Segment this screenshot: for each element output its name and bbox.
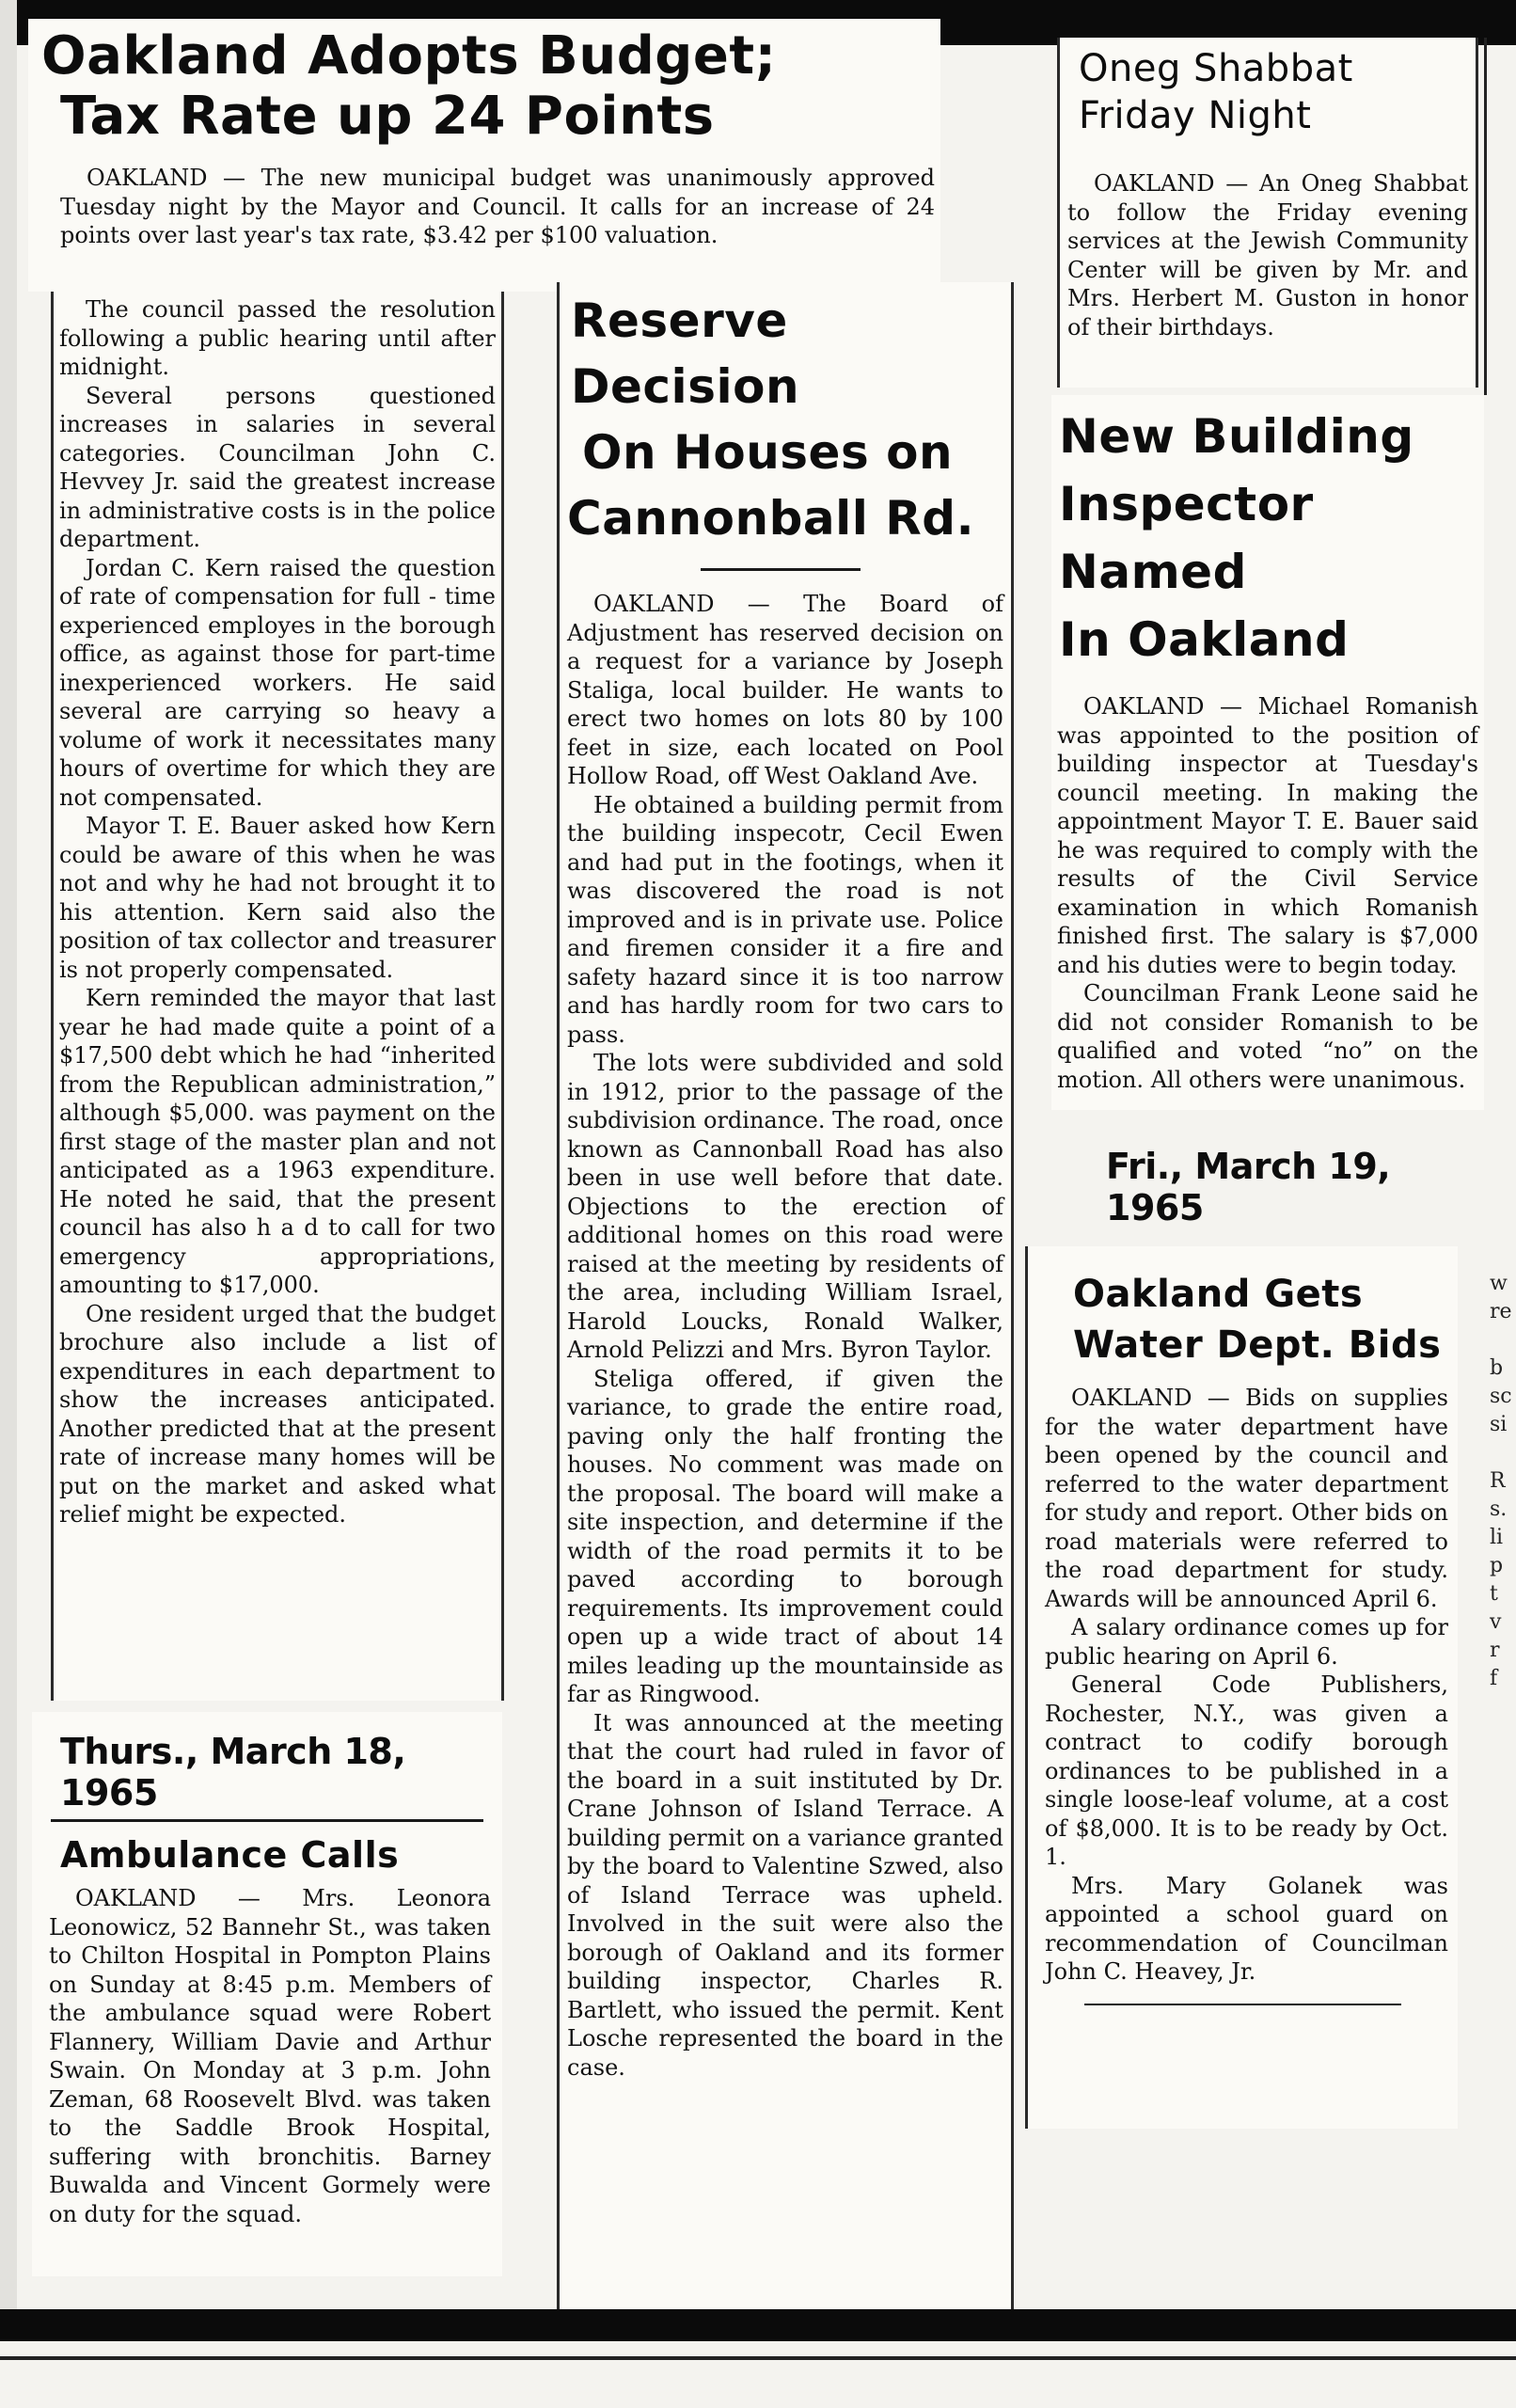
- headline: In Oakland: [1059, 612, 1350, 667]
- body-paragraph: Councilman Frank Leone said he did not consider Romanish to be qualified and voted “no” on the motion. All others were unanimous.: [1057, 980, 1478, 1093]
- body-paragraph: Several persons questioned increases in salaries in several categories. Councilman John C. Hevvey Jr. said the greatest increase in administrative costs is in the police department.: [59, 382, 496, 552]
- headline-rule: [701, 568, 861, 571]
- headline: Cannonball Rd.: [567, 491, 975, 546]
- body-paragraph: One resident urged that the budget brochure also include a list of expenditures in each department to show the increases anticipated. Another predicted that at the present rate of increase many homes will be put on the market and asked what relief might be expected.: [59, 1300, 496, 1528]
- headline: On Houses on: [582, 425, 954, 480]
- headline: Inspector Named: [1059, 477, 1314, 599]
- headline: Tax Rate up 24 Points: [60, 86, 715, 147]
- article-ambulance: [32, 1712, 502, 2276]
- dateline-fri: [1072, 1140, 1486, 1225]
- body-paragraph: Mayor T. E. Bauer asked how Kern could be aware of this when he was not and why he had not brought it to his attention. Kern said also the position of tax collector and treasurer is not properly compensated.: [59, 813, 496, 983]
- body-paragraph: Kern reminded the mayor that last year he had made quite a point of a $17,500 debt which he had “inherited from the Republican administration,” although $5,000. was payment on the first stage of the master plan and not anticipated as a 1963 expenditure. He noted he said, that the present council has also h a d to call for two emergency appropriations, amounting to $17,000.: [59, 985, 496, 1298]
- article-water-bids: [1025, 1246, 1458, 2129]
- article-cannonball: [557, 282, 1014, 2338]
- date-label: Fri., March 19, 1965: [1106, 1146, 1391, 1225]
- body-paragraph: OAKLAND — An Oneg Shabbat to follow the Friday evening services at the Jewish Community Center will be given by Mr. and Mrs. Herbert M. Guston in honor of their birthdays.: [1067, 170, 1468, 341]
- scan-bottom-line: [0, 2356, 1516, 2360]
- body-paragraph: OAKLAND — The Board of Adjustment has reserved decision on a request for a variance by Joseph Staliga, local builder. He wants to erect two homes on lots 80 by 100 feet in size, each located on Pool Hollow Road, off West Oakland Ave.: [567, 591, 1003, 789]
- body-paragraph: The council passed the resolution following a public hearing until after midnight.: [59, 296, 496, 380]
- right-margin-fragment: w re b sc si R s. li p t v r f: [1490, 1272, 1512, 1690]
- headline: Oakland Gets: [1073, 1273, 1364, 1316]
- body-paragraph: OAKLAND — Michael Romanish was appointed to the position of building inspector at Tuesday's council meeting. In making the appointment Mayor T. E. Bauer said he was required to comply with the results of the Civil Service examination in which Romanish finished first. The salary is $7,000 and his duties were to begin today.: [1057, 693, 1478, 978]
- scan-bottom-border: [0, 2309, 1516, 2408]
- body-paragraph: Jordan C. Kern raised the question of rate of compensation for full - time experienced employes in the borough office, as against those for part-time inexperienced workers. He said several are carrying so heavy a volume of work it necessitates many hours of overtime for which they are not compensated.: [59, 554, 496, 811]
- headline: Friday Night: [1079, 94, 1312, 137]
- body-paragraph: Steliga offered, if given the variance, to grade the entire road, paving only the half fronting the houses. No comment was made on the proposal. The board will make a site inspection, and determine if the width of the road permits it to be paved according to borough requirements. Its improvement could open up a wide tract of about 14 miles leading up the mountainside as far as Ringwood.: [567, 1365, 1003, 1707]
- body-paragraph: It was announced at the meeting that the court had ruled in favor of the board in a suit instituted by Dr. Crane Johnson of Island Terrace. A building permit on a variance granted by the board to Valentine Szwed, also of Island Terrace was upheld. Involved in the suit were also the borough of Oakland and its former building inspector, Charles R. Bartlett, who issued the permit. Kent Losche represented the board in the case.: [567, 1709, 1003, 2081]
- lead-paragraph: OAKLAND — The new municipal budget was unanimously approved Tuesday night by the Mayor and Council. It calls for an increase of 24 points over last year's tax rate, $3.42 per $100 valuation.: [60, 165, 935, 248]
- scan-bottom-ink: [0, 2309, 1516, 2341]
- body-paragraph: OAKLAND — Bids on supplies for the water department have been opened by the council and referred to the water department for study and report. Other bids on road materials were referred to the road department for study. Awards will be announced April 6.: [1045, 1385, 1448, 1612]
- article-building-inspector: [1051, 395, 1484, 1110]
- headline: New Building: [1059, 409, 1414, 464]
- article-end-rule: [1084, 2004, 1401, 2005]
- headline: Reserve Decision: [571, 293, 800, 414]
- headline: Oakland Adopts Budget;: [41, 25, 777, 87]
- scan-left-edge: [0, 0, 17, 2408]
- body-paragraph: OAKLAND — Mrs. Leonora Leonowicz, 52 Bannehr St., was taken to Chilton Hospital in Pompton Plains on Sunday at 8:45 p.m. Members of the ambulance squad were Robert Flannery, William Davie and Arthur Swain. On Monday at 3 p.m. John Zeman, 68 Roosevelt Blvd. was taken to the Saddle Brook Hospital, suffering with bronchitis. Barney Buwalda and Vincent Gormely were on duty for the squad.: [49, 1885, 491, 2227]
- body-paragraph: He obtained a building permit from the building inspecotr, Cecil Ewen and had put in the footings, when it was discovered the road is not improved and is in private use. Police and firemen consider it a fire and safety hazard since it is too narrow and has hardly room for two cars to pass.: [567, 791, 1003, 1048]
- headline: Oneg Shabbat: [1079, 47, 1353, 90]
- body-paragraph: General Code Publishers, Rochester, N.Y., was given a contract to codify borough ordinances to be published in a single loose-leaf volume, at a cost of $8,000. It is to be ready by Oct. 1.: [1045, 1671, 1448, 1870]
- body-paragraph: Mrs. Mary Golanek was appointed a school guard on recommendation of Councilman John C. Heavey, Jr.: [1045, 1872, 1448, 1985]
- headline: Water Dept. Bids: [1073, 1323, 1442, 1367]
- article-budget: [28, 19, 940, 292]
- article-oneg-shabbat: [1057, 38, 1478, 388]
- date-label: Thurs., March 18, 1965: [60, 1731, 406, 1814]
- article-lead: [28, 147, 940, 250]
- article-budget-body: [51, 292, 504, 1701]
- column-separator: [1484, 38, 1487, 395]
- headline: Ambulance Calls: [60, 1834, 400, 1876]
- body-paragraph: The lots were subdivided and sold in 1912, prior to the passage of the subdivision ordinance. The road, once known as Cannonball Road has also been in use well before that date. Objections to the erection of additional homes on this road were raised at the meeting by residents of the area, including William Israel, Harold Loucks, Ronald Walker, Arnold Pelizzi and Mrs. Byron Taylor.: [567, 1050, 1003, 1363]
- body-paragraph: A salary ordinance comes up for public hearing on April 6.: [1045, 1614, 1448, 1670]
